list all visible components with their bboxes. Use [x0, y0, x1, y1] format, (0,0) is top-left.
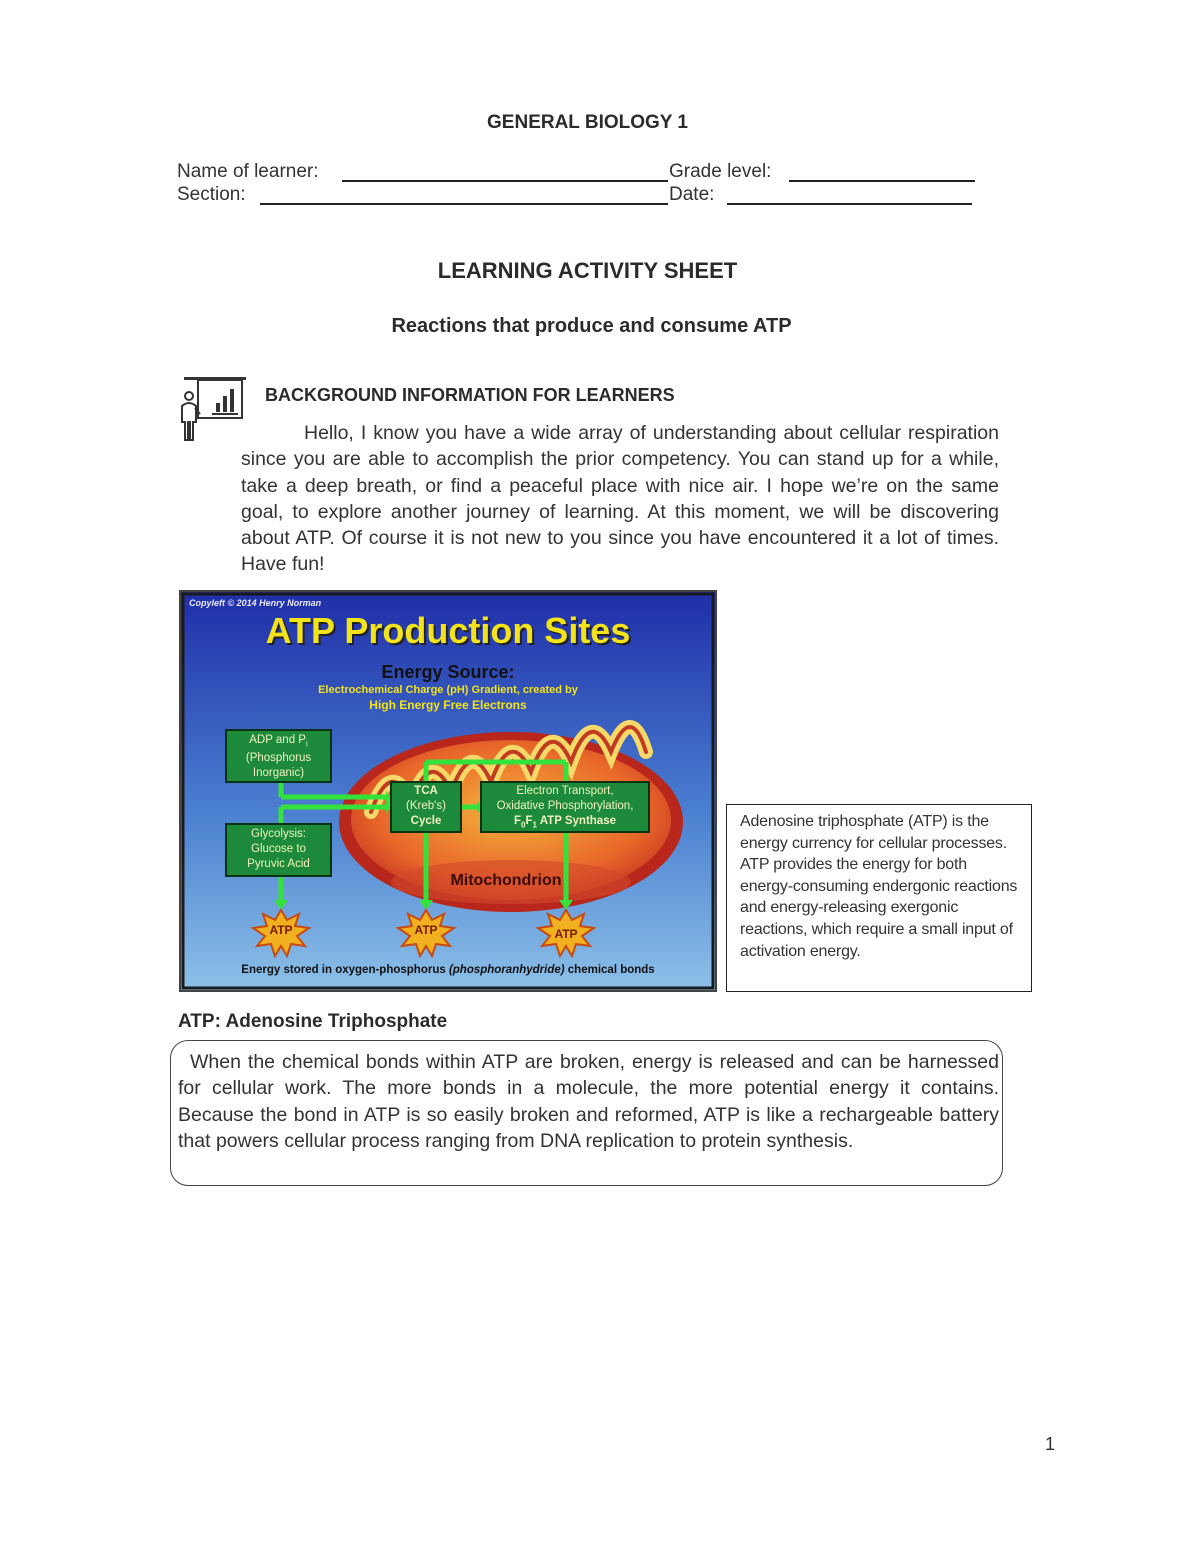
name-input-line[interactable]	[342, 180, 668, 182]
background-paragraph: Hello, I know you have a wide array of understanding about cellular respiration since you are able to accomplish the prior competency. You can stand up for a while, take a deep breath, or find a peaceful place with nice air. I hope we’re on the same goal, to explore another journey of learning. At this moment, we will be discovering about ATP. Of course it is not new to you since you have encountered it a lot of times. Have fun!	[241, 422, 999, 576]
atp-section-heading: ATP: Adenosine Triphosphate	[178, 1011, 448, 1032]
energy-source-label: Energy Source:	[381, 662, 515, 682]
page-number: 1	[1045, 1434, 1056, 1454]
atp-label-2: ATP	[414, 923, 438, 937]
section-label: Section:	[177, 184, 246, 205]
section-input-line[interactable]	[260, 203, 668, 205]
grade-input-line[interactable]	[789, 180, 975, 182]
figure-title: ATP Production Sites	[265, 610, 631, 651]
background-heading: BACKGROUND INFORMATION FOR LEARNERS	[265, 385, 675, 405]
figure-copyright: Copyleft © 2014 Henry Norman	[189, 598, 322, 608]
glycolysis-box-label: Glycolysis: Glucose to Pyruvic Acid	[247, 828, 310, 870]
electron-transport-box-label: Electron Transport, Oxidative Phosphorylation, $F_0F_1$ ATP Synthase	[496, 785, 634, 830]
mitochondrion-label: Mitochondrion	[450, 872, 562, 889]
atp-explanation-box	[170, 1040, 1003, 1186]
atp-label-1: ATP	[269, 923, 293, 937]
tca-box-label: TCA (Kreb's) Cycle	[406, 785, 446, 827]
date-label: Date:	[669, 184, 715, 205]
energy-source-line2: High Energy Free Electrons	[369, 698, 527, 712]
document-title: GENERAL BIOLOGY 1	[487, 112, 688, 133]
date-input-line[interactable]	[727, 203, 972, 205]
adp-box-label: ADP and $P_i$ (Phosphorus Inorganic)	[245, 734, 312, 780]
atp-explanation-text: When the chemical bonds within ATP are broken, energy is released and can be harnessed for cellular work. The more bonds in a molecule, the more potential energy it contains. Because the bond in ATP is so easily broken and reformed, ATP is like a rechargeable battery that powers cellular process ranging from DNA replication to protein synthesis.	[178, 1051, 999, 1152]
atp-production-figure	[179, 590, 717, 992]
atp-definition-box: Adenosine triphosphate (ATP) is the energy currency for cellular processes. ATP provides the energy for both energy-consuming endergonic reactions and energy-releasing exergonic reactions, which require a small input of activation energy.	[726, 804, 1032, 992]
sheet-title: LEARNING ACTIVITY SHEET	[437, 258, 738, 283]
name-label: Name of learner:	[177, 161, 319, 182]
presenter-board-icon	[178, 376, 250, 442]
energy-source-line1: Electrochemical Charge (pH) Gradient, created by	[318, 684, 578, 696]
grade-label: Grade level:	[669, 161, 772, 182]
lesson-subtitle: Reactions that produce and consume ATP	[391, 315, 792, 337]
atp-label-3: ATP	[554, 927, 578, 941]
figure-footer: Energy stored in oxygen-phosphorus (phosphoranhydride) chemical bonds	[241, 964, 655, 976]
